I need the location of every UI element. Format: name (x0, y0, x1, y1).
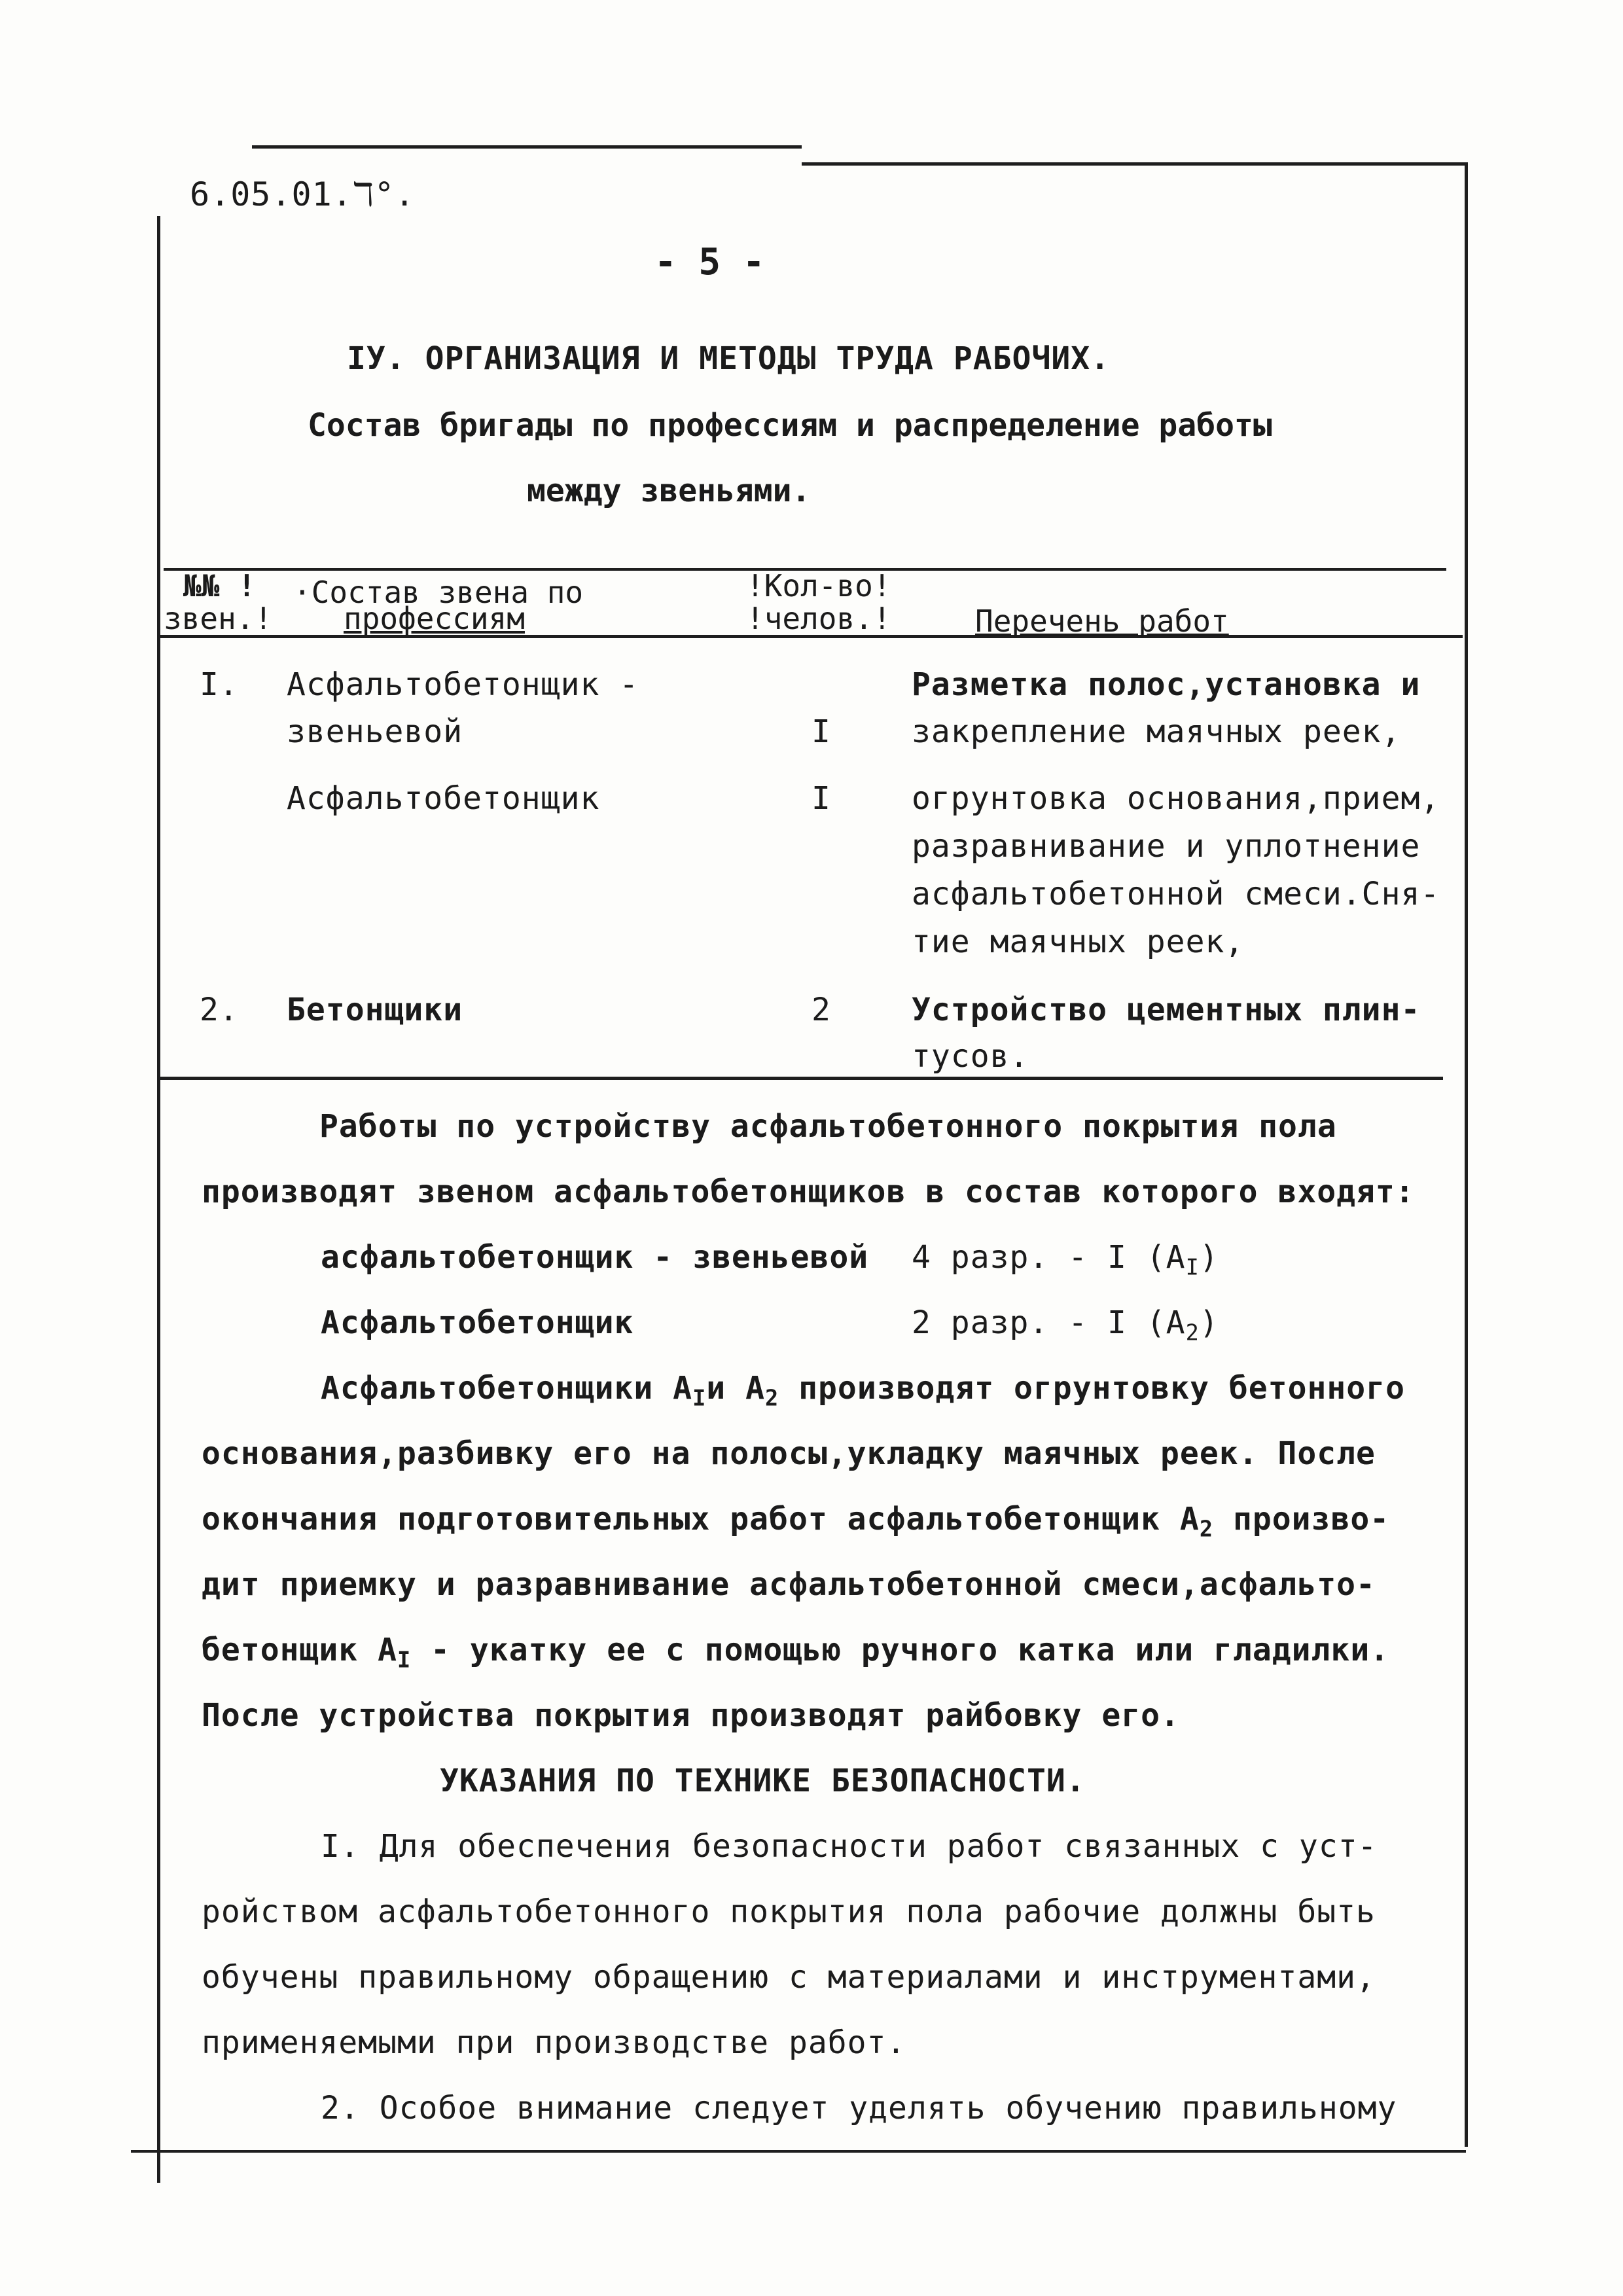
paragraph-2-line3: окончания подготовительных работ асфальтобетонщик $А_2$ произво- (202, 1501, 1390, 1542)
row-number: 2. (200, 992, 239, 1028)
header-col-profession-line2: профессиям (344, 601, 525, 636)
row-work-line1: Разметка полос,установка и (912, 666, 1421, 703)
row-work-line2: тусов. (912, 1038, 1029, 1075)
row-profession-line2: звеньевой (287, 713, 463, 750)
row-work-line4: тие маячных реек, (912, 924, 1245, 960)
table-bottom-rule (160, 1077, 1443, 1080)
paragraph-2-line5: бетонщик $А_I$ - укатку ее с помощью ручного катка или гладилки. (202, 1632, 1390, 1673)
row-profession-line1: Асфальтобетонщик (287, 780, 600, 817)
safety-item-1-line1: I. Для обеспечения безопасности работ связанных с уст- (321, 1828, 1378, 1865)
top-rule (252, 145, 802, 149)
paragraph-2-line2: основания,разбивку его на полосы,укладку маячных реек. После (202, 1435, 1376, 1472)
header-col-count-line1: !Кол-во! (746, 568, 891, 603)
row-work-line1: Устройство цементных плин- (912, 992, 1421, 1028)
header-col-number-line1: №№ ! (183, 568, 256, 603)
paragraph-2-line1: Асфальтобетонщики $А_Iи$ $А_2$ производят огрунтовку бетонного (321, 1370, 1405, 1411)
header-col-number-line2: звен.! (164, 601, 273, 636)
safety-item-1-line4: применяемыми при производстве работ. (202, 2024, 906, 2061)
header-col-profession-line1: ·Состав звена по (293, 575, 584, 610)
bottom-rule (131, 2150, 1466, 2153)
paragraph-2-line4: дит приемку и разравнивание асфальтобетонной смеси,асфальто- (202, 1566, 1376, 1603)
section-subtitle-line2: между звеньями. (527, 473, 811, 509)
row-work-line3: асфальтобетонной смеси.Сня- (912, 876, 1440, 912)
row-work-line2: закрепление маячных реек, (912, 713, 1401, 750)
safety-section-title: УКАЗАНИЯ ПО ТЕХНИКЕ БЕЗОПАСНОСТИ. (440, 1763, 1086, 1799)
header-col-count-line2: !челов.! (746, 601, 891, 636)
page-number: - 5 - (654, 241, 765, 283)
safety-item-1-line2: ройством асфальтобетонного покрытия пола рабочие должны быть (202, 1893, 1376, 1930)
crew-member-2-name: Асфальтобетонщик (321, 1304, 634, 1341)
row-number: I. (200, 666, 239, 703)
document-code: 6.05.01.ℸ°. (190, 175, 416, 213)
row-count: I (812, 780, 831, 817)
top-rule-right (802, 162, 1468, 166)
row-work-line1: огрунтовка основания,прием, (912, 780, 1440, 817)
section-title: IУ. ОРГАНИЗАЦИЯ И МЕТОДЫ ТРУДА РАБОЧИХ. (347, 340, 1111, 377)
row-work-line2: разравнивание и уплотнение (912, 828, 1421, 865)
row-profession-line1: Асфальтобетонщик - (287, 666, 639, 703)
left-border (157, 216, 160, 2183)
paragraph-1-line2: производят звеном асфальтобетонщиков в состав которого входят: (202, 1174, 1415, 1210)
crew-member-2-grade: 2 разр. - I $(А_2)$ (912, 1304, 1219, 1346)
right-border (1465, 164, 1468, 2147)
crew-member-1-name: асфальтобетонщик - звеньевой (321, 1239, 869, 1276)
row-count: I (812, 713, 831, 750)
paragraph-1-line1: Работы по устройству асфальтобетонного покрытия пола (319, 1108, 1337, 1145)
header-col-work-list: Перечень работ (975, 603, 1229, 639)
safety-item-2-line1: 2. Особое внимание следует уделять обучению правильному (321, 2090, 1397, 2126)
crew-member-1-grade: 4 разр. - I $(А_I)$ (912, 1239, 1219, 1280)
safety-item-1-line3: обучены правильному обращению с материалами и инструментами, (202, 1959, 1376, 1996)
section-subtitle-line1: Состав бригады по профессиям и распределение работы (308, 407, 1272, 444)
row-count: 2 (812, 992, 831, 1028)
row-profession-line1: Бетонщики (287, 992, 463, 1028)
paragraph-2-line6: После устройства покрытия производят райбовку его. (202, 1697, 1180, 1734)
